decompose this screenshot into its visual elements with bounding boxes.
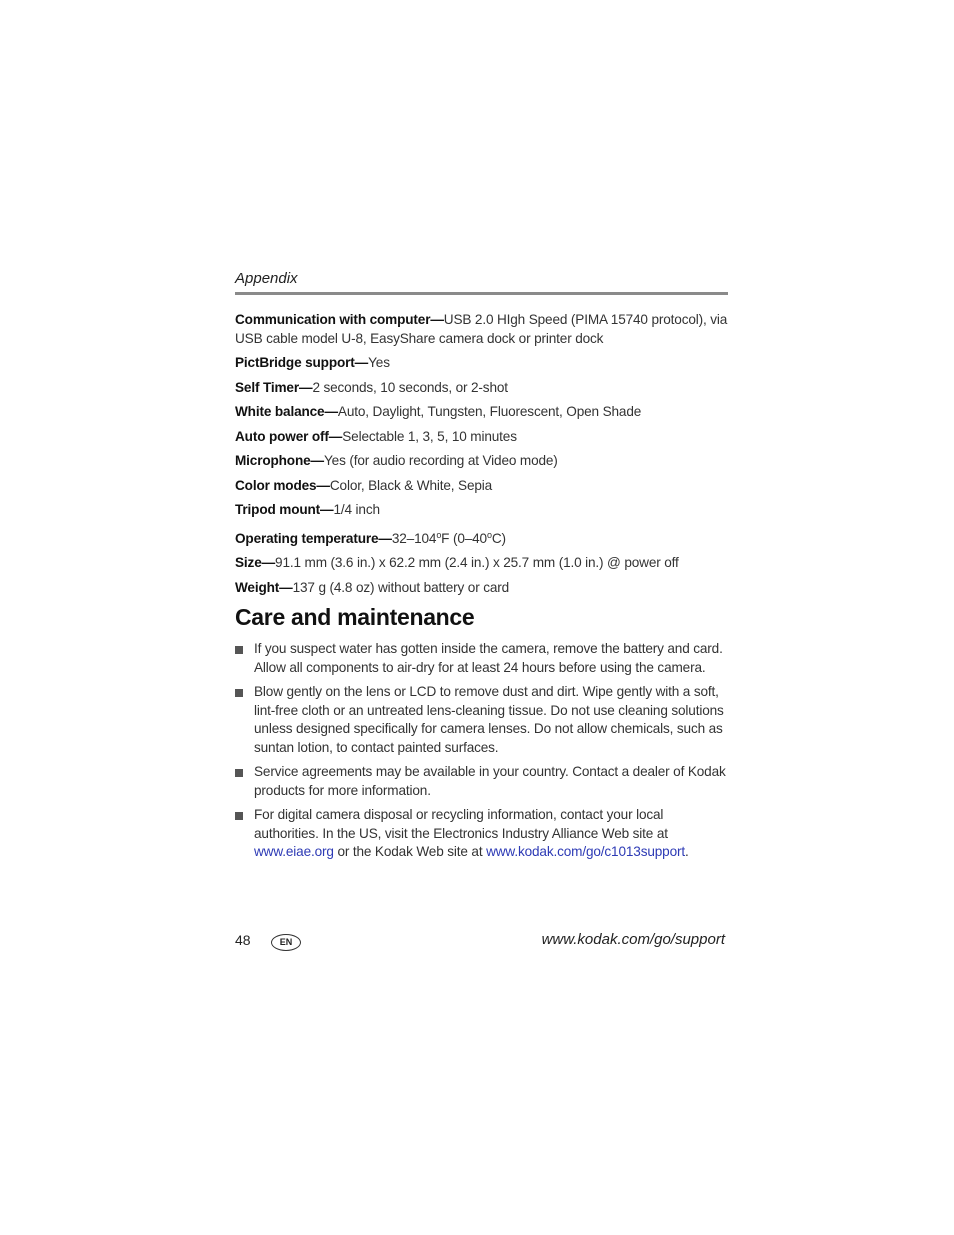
list-item <box>235 763 728 800</box>
spec-label: PictBridge support— <box>235 355 369 370</box>
square-bullet-icon <box>235 689 243 697</box>
spec-label: Microphone— <box>235 453 324 468</box>
spec-white-balance <box>235 403 728 422</box>
spec-value: Color, Black & White, Sepia <box>329 477 493 493</box>
running-head: Appendix <box>235 270 298 287</box>
page-number: 48 <box>235 932 251 948</box>
spec-label: Color modes— <box>235 477 330 493</box>
manual-page <box>235 0 728 1235</box>
bullet-text: or the Kodak Web site at <box>333 844 487 859</box>
spec-value: Yes (for audio recording at Video mode) <box>323 453 558 468</box>
spec-value <box>392 531 506 546</box>
spec-auto-power-off <box>235 428 728 447</box>
square-bullet-icon <box>235 769 243 777</box>
footer-url: www.kodak.com/go/support <box>541 931 725 948</box>
spec-label: Operating temperature— <box>235 530 392 546</box>
square-bullet-icon <box>235 646 243 654</box>
degree-symbol: o <box>436 529 442 540</box>
spec-list <box>235 311 728 603</box>
square-bullet-icon <box>235 812 243 820</box>
spec-tripod-mount <box>235 501 728 520</box>
bullet-text: If you suspect water has gotten inside the camera, remove the battery and card. Allow all components to air-dry for at least 24 hours before using the camera. <box>254 641 723 675</box>
spec-value: 2 seconds, 10 seconds, or 2-shot <box>312 379 508 395</box>
spec-operating-temperature <box>235 526 728 549</box>
spec-size <box>235 554 728 573</box>
spec-self-timer <box>235 379 728 398</box>
temp-fahrenheit-range: 32–104 <box>391 530 437 546</box>
list-item <box>235 640 728 677</box>
spec-pictbridge <box>235 354 728 373</box>
spec-value: 91.1 mm (3.6 in.) x 62.2 mm (2.4 in.) x 25.7 mm (1.0 in.) @ power off <box>275 555 679 570</box>
spec-label: Tripod mount— <box>235 502 334 517</box>
bullet-text: . <box>685 844 689 859</box>
spec-value: 1/4 inch <box>333 502 380 517</box>
spec-value: Yes <box>368 355 390 370</box>
header-rule <box>235 292 728 295</box>
spec-label: White balance— <box>235 404 338 419</box>
spec-communication <box>235 311 728 348</box>
degree-symbol: o <box>486 529 492 540</box>
spec-label: Weight— <box>235 579 293 595</box>
section-title: Care and maintenance <box>235 604 475 630</box>
spec-microphone <box>235 452 728 471</box>
temp-celsius-range: F (0–40 <box>441 530 487 546</box>
kodak-support-link[interactable]: www.kodak.com/go/c1013support <box>486 844 685 859</box>
temp-celsius-unit: C) <box>491 530 506 546</box>
spec-label: Auto power off— <box>235 428 343 444</box>
spec-label: Communication with computer— <box>235 312 444 327</box>
spec-label: Size— <box>235 555 276 570</box>
language-badge: EN <box>271 934 301 951</box>
bullet-text: Blow gently on the lens or LCD to remove dust and dirt. Wipe gently with a soft, lint-free cloth or an untreated lens-cleaning tissue. Do not use cleaning solutions unless designed specifically for camera lenses. Do not allow chemicals, such as suntan lotion, to contact painted surfaces. <box>254 684 724 755</box>
bullet-text: For digital camera disposal or recycling information, contact your local authorities. In the US, visit the Electronics Industry Alliance Web site at <box>254 807 668 841</box>
spec-label: Self Timer— <box>235 379 313 395</box>
spec-weight <box>235 579 728 598</box>
list-item <box>235 683 728 757</box>
eiae-link[interactable]: www.eiae.org <box>254 844 334 859</box>
spec-color-modes <box>235 477 728 496</box>
care-bullet-list <box>235 640 728 868</box>
spec-value: Auto, Daylight, Tungsten, Fluorescent, Open Shade <box>337 404 642 419</box>
bullet-text: Service agreements may be available in your country. Contact a dealer of Kodak products for more information. <box>254 764 726 798</box>
spec-value: USB 2.0 HIgh Speed (PIMA 15740 protocol), via USB cable model U-8, EasyShare camera dock or printer dock <box>235 312 728 346</box>
spec-value: 137 g (4.8 oz) without battery or card <box>292 579 510 595</box>
list-item <box>235 806 728 862</box>
spec-value: Selectable 1, 3, 5, 10 minutes <box>342 428 517 444</box>
